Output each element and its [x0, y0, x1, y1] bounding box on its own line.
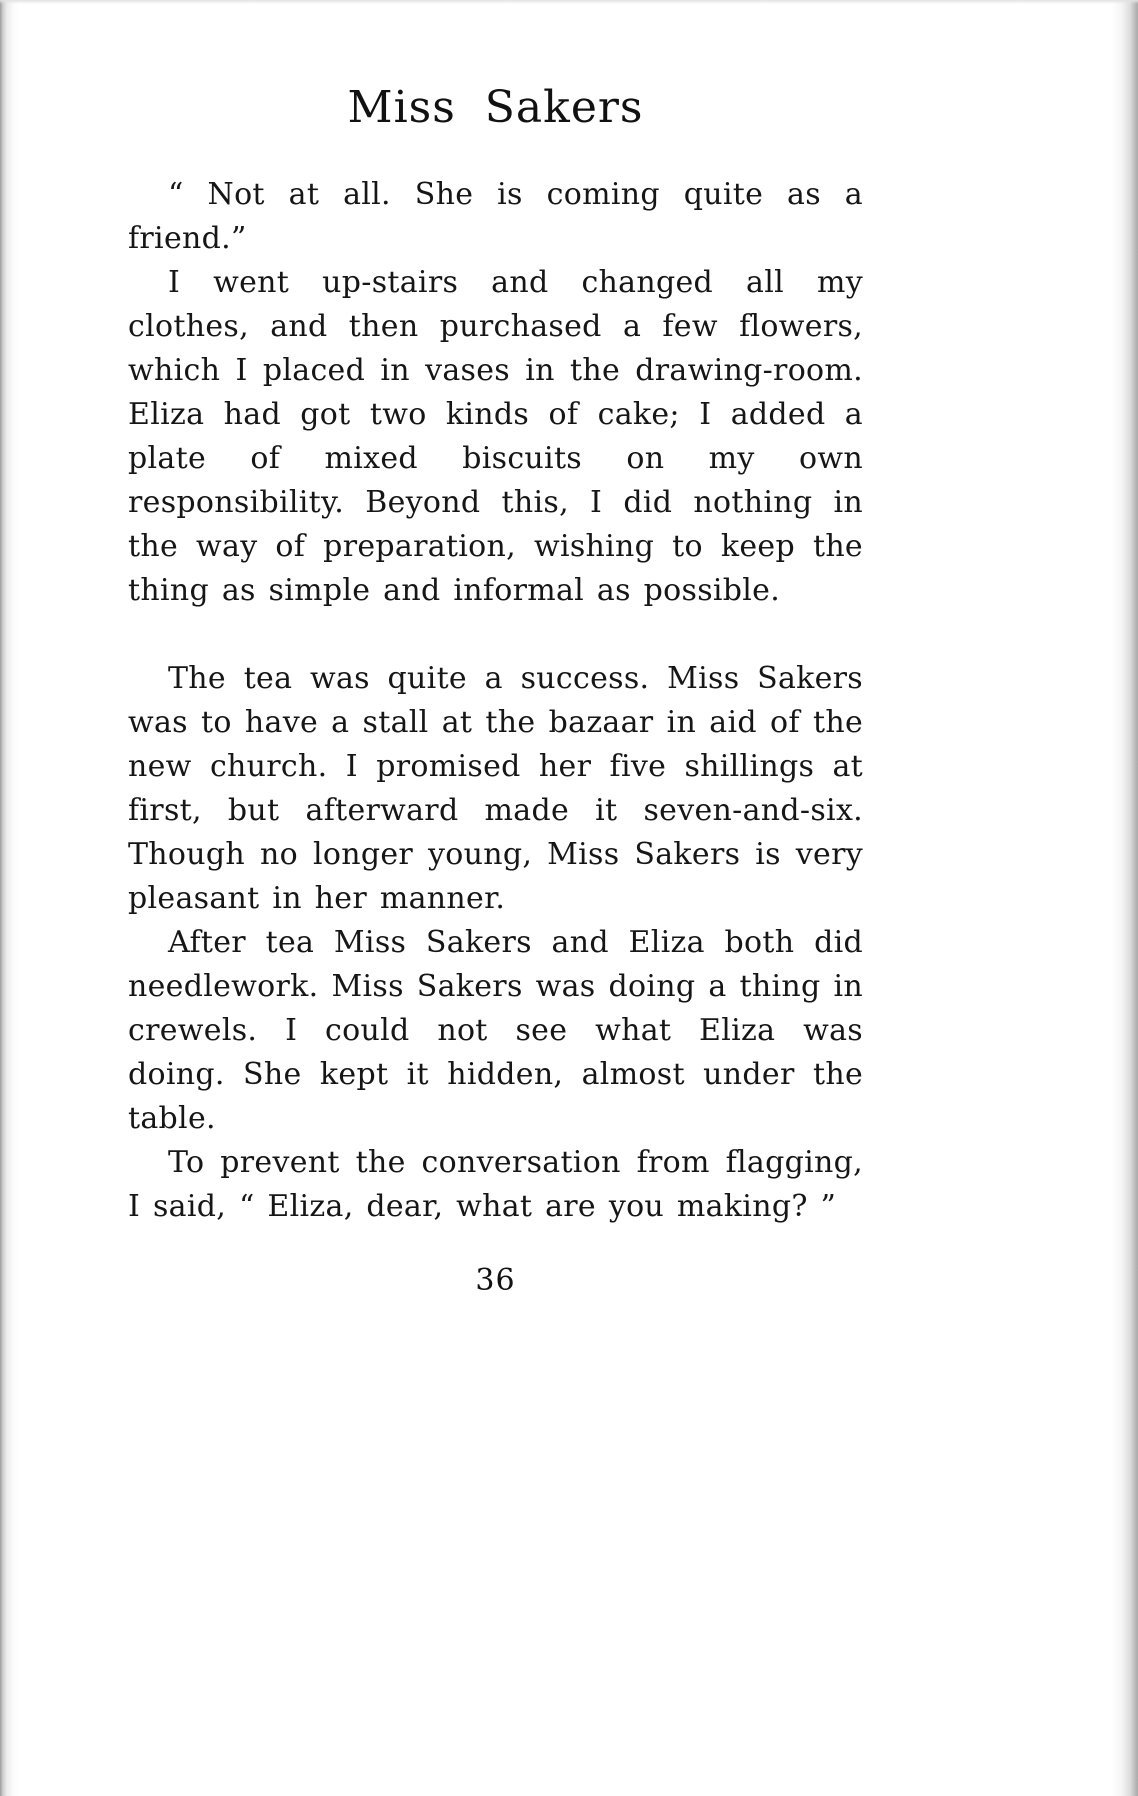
paragraph-preparation: I went up-stairs and changed all my clothes, and then purchased a few flowers, which I placed in vases in the drawing-room. Eliza had got two kinds of cake; I added a plate of mixed biscuits on my own responsibility. Beyond this, I did nothing in the way of preparation, wishing to keep the thing as simple and informal as possible. [128, 265, 863, 608]
paragraph-tea-success: The tea was quite a success. Miss Sakers was to have a stall at the bazaar in aid of the new church. I promised her five shillings at first, but afterward made it seven-and-six. Though no longer young, Miss Sakers is very pleasant in her manner. [128, 661, 863, 916]
text-block [128, 173, 863, 1229]
scan-edge [0, 0, 1138, 4]
page-title: Miss Sakers [347, 82, 644, 133]
paragraph-conversation: To prevent the conversation from flagging, I said, “ Eliza, dear, what are you making? ” [128, 1145, 863, 1224]
page-number: 36 [475, 1263, 516, 1298]
paragraph-needlework: After tea Miss Sakers and Eliza both did needlework. Miss Sakers was doing a thing in crewels. I could not see what Eliza was doing. She kept it hidden, almost under the table. [128, 925, 863, 1136]
paragraph-dialogue-opening: “ Not at all. She is coming quite as a friend.” [128, 177, 863, 256]
